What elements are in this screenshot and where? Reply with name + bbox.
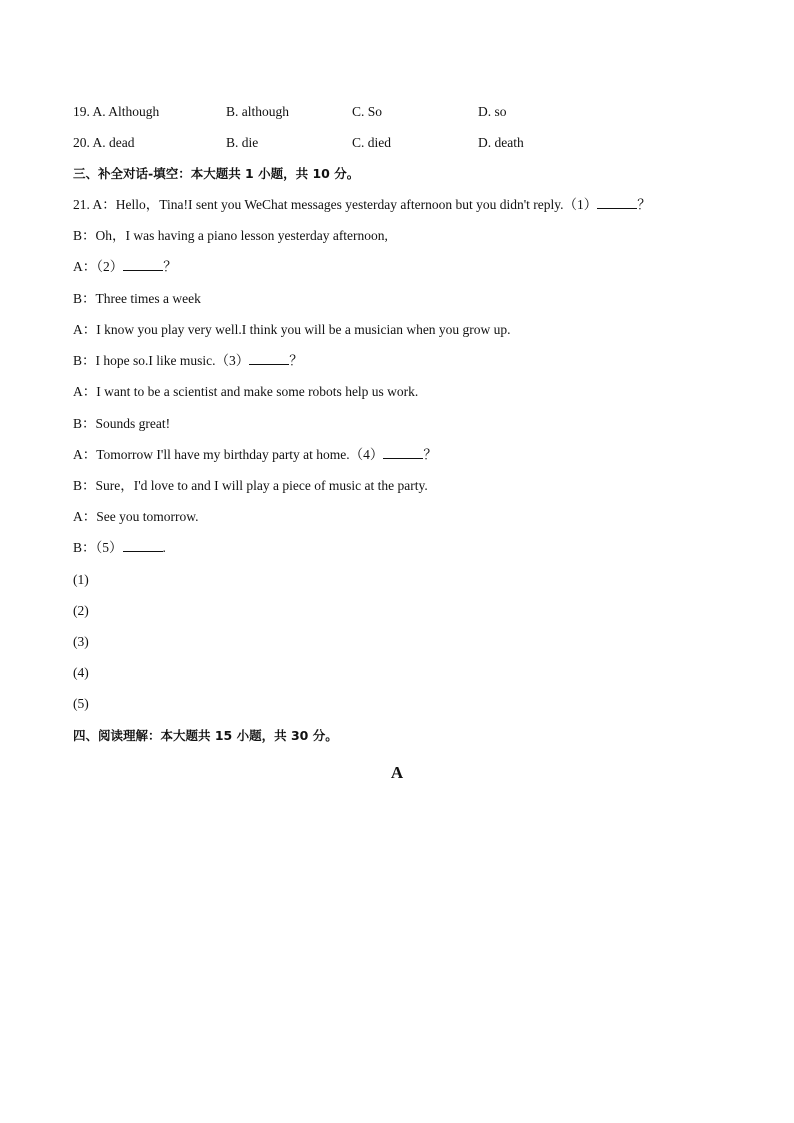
answer-blank [383,446,423,459]
question-19-option-a: 19. A. Although [73,104,160,119]
dialogue-text: A：I want to be a scientist and make some robots help us work. [73,384,419,399]
dialogue-line [73,477,428,495]
dialogue-line [73,196,651,214]
answer-blank [597,196,637,209]
dialogue-line [73,290,201,308]
answer-line-2: (2) [73,603,89,618]
dialogue-line [73,446,437,464]
question-20-option-c: C. died [352,135,391,150]
dialogue-line [73,508,198,526]
dialogue-punct: ？ [289,353,303,368]
question-19-option-b: B. although [226,104,289,119]
dialogue-line [73,321,511,339]
dialogue-text: B：I hope so.I like music.（3） [73,353,250,368]
dialogue-line [73,258,177,276]
answer-line-4: (4) [73,665,89,680]
question-20-option-b: B. die [226,135,259,150]
dialogue-line [73,539,166,557]
dialogue-punct: ？ [423,447,437,462]
dialogue-punct: ？ [163,259,177,274]
question-19-option-c: C. So [352,104,383,119]
dialogue-text: B：Three times a week [73,291,201,306]
dialogue-text: A：（2） [73,259,124,274]
dialogue-punct: ？ [637,197,651,212]
dialogue-text: 21. A：Hello，Tina!I sent you WeChat messages yesterday afternoon but you didn't reply.（1） [73,197,598,212]
dialogue-text: A：Tomorrow I'll have my birthday party at home.（4） [73,447,384,462]
answer-line-1: (1) [73,572,89,587]
passage-title: A [390,763,404,782]
dialogue-line [73,352,303,370]
answer-blank [249,352,289,365]
dialogue-text: B：Sure，I'd love to and I will play a piece of music at the party. [73,478,428,493]
question-20-option-d: D. death [478,135,524,150]
dialogue-text: A：See you tomorrow. [73,509,199,524]
dialogue-text: A：I know you play very well.I think you will be a musician when you grow up. [73,322,511,337]
section-3-heading: 三、补全对话-填空：本大题共 1 小题，共 10 分。 [73,166,360,181]
dialogue-text: B：Sounds great! [73,416,171,431]
answer-line-5: (5) [73,696,89,711]
section-4-heading: 四、阅读理解：本大题共 15 小题，共 30 分。 [73,728,338,743]
dialogue-text: B：Oh，I was having a piano lesson yesterday afternoon, [73,228,388,243]
question-19-option-d: D. so [478,104,507,119]
answer-blank [123,258,163,271]
answer-blank [123,539,163,552]
dialogue-line [73,415,170,433]
answer-line-3: (3) [73,634,89,649]
dialogue-punct: . [162,540,166,555]
dialogue-line [73,227,388,245]
dialogue-line [73,383,418,401]
question-20-option-a: 20. A. dead [73,135,135,150]
dialogue-text: B：（5） [73,540,123,555]
